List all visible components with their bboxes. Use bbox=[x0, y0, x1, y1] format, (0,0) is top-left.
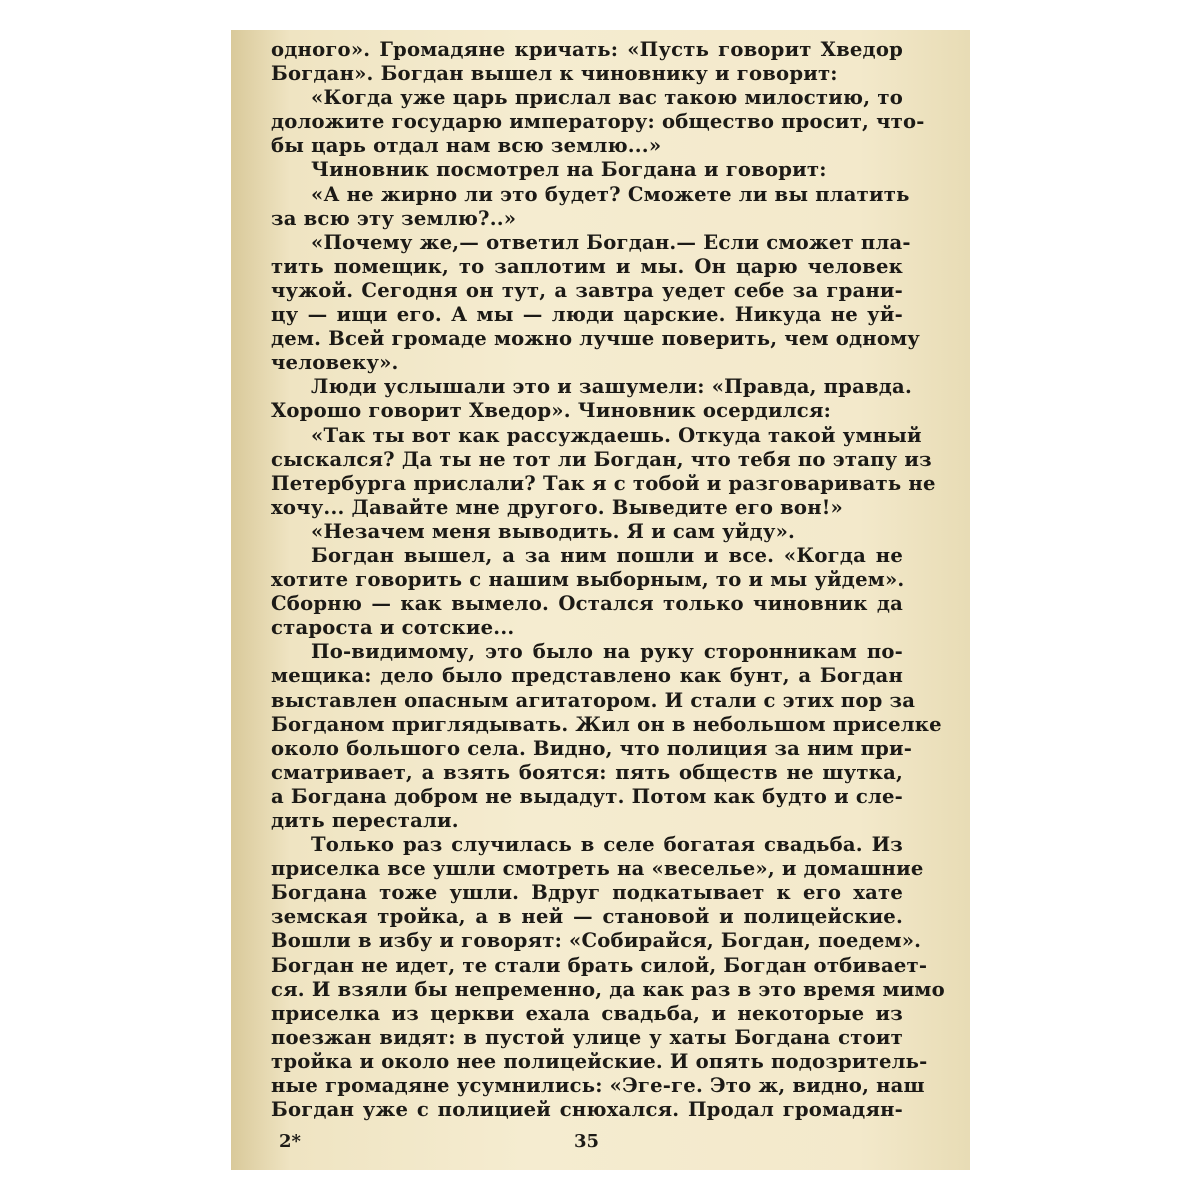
text-line: сыскался? Да ты не тот ли Богдан, что тебя по этапу из bbox=[271, 447, 932, 471]
text-line: дем. Всей громаде можно лучше поверить, чем одному bbox=[271, 327, 921, 351]
text-line: Люди услышали это и зашумели: «Правда, правда. bbox=[311, 375, 912, 399]
text-line: Богданом приглядывать. Жил он в небольшом приселке bbox=[271, 712, 942, 736]
text-line: тройка и около нее полицейские. И опять подозритель- bbox=[271, 1049, 928, 1073]
text-line: бы царь отдал нам всю землю...» bbox=[271, 134, 662, 158]
text-line: приселка все ушли смотреть на «веселье», и домашние bbox=[271, 857, 924, 881]
text-line: поезжан видят: в пустой улице у хаты Богдана стоит bbox=[271, 1025, 903, 1049]
text-line: Хорошо говорит Хведор». Чиновник осердился: bbox=[271, 399, 832, 423]
text-line: Богдан вышел, а за ним пошли и все. «Когда не bbox=[311, 543, 903, 567]
text-line: тить помещик, то заплотим и мы. Он царю человек bbox=[271, 254, 903, 278]
text-line: «Почему же,— ответил Богдан.— Если сможет пла- bbox=[311, 230, 911, 254]
text-line: чужой. Сегодня он тут, а завтра уедет себе за грани- bbox=[271, 278, 903, 302]
text-line: Богдан уже с полицией снюхался. Продал громадян- bbox=[271, 1098, 903, 1122]
text-line: а Богдана добром не выдадут. Потом как будто и сле- bbox=[271, 784, 903, 808]
text-line: доложите государю императору: общество просит, что- bbox=[271, 110, 925, 134]
text-line: за всю эту землю?..» bbox=[271, 206, 517, 230]
page-number: 35 bbox=[574, 1131, 600, 1152]
text-line: человеку». bbox=[271, 351, 399, 375]
text-line: Богдана тоже ушли. Вдруг подкатывает к его хате bbox=[271, 881, 903, 905]
text-line: цу — ищи его. А мы — люди царские. Никуда не уй- bbox=[271, 303, 903, 327]
text-line: ные громадяне усумнились: «Эге-ге. Это ж, видно, наш bbox=[271, 1074, 925, 1098]
text-line: одного». Громадяне кричать: «Пусть говорит Хведор bbox=[271, 38, 903, 61]
text-line: сматривает, а взять боятся: пять обществ не шутка, bbox=[271, 760, 903, 784]
text-line: Богдан». Богдан вышел к чиновнику и говорит: bbox=[271, 62, 838, 86]
text-line: староста и сотские... bbox=[271, 616, 515, 640]
text-line: Только раз случилась в селе богатая свадьба. Из bbox=[311, 833, 903, 857]
text-line: «Незачем меня выводить. Я и сам уйду». bbox=[311, 519, 796, 543]
text-line: земская тройка, а в ней — становой и полицейские. bbox=[271, 905, 903, 929]
text-line: Вошли в избу и говорят: «Собирайся, Богдан, поедем». bbox=[271, 929, 922, 953]
text-line: Чиновник посмотрел на Богдана и говорит: bbox=[311, 158, 827, 182]
text-line: «А не жирно ли это будет? Сможете ли вы платить bbox=[311, 182, 910, 206]
text-line: Петербурга прислали? Так я с тобой и разговаривать не bbox=[271, 471, 936, 495]
text-line: мещика: дело было представлено как бунт, а Богдан bbox=[271, 664, 903, 688]
text-line: дить перестали. bbox=[271, 809, 459, 832]
text-line: «Когда уже царь прислал вас такою милостию, то bbox=[311, 86, 903, 110]
text-line: Богдан не идет, те стали брать силой, Богдан отбивает- bbox=[271, 953, 928, 977]
text-line: «Так ты вот как рассуждаешь. Откуда такой умный bbox=[311, 423, 922, 447]
text-line: ся. И взяли бы непременно, да как раз в это время мимо bbox=[271, 977, 945, 1001]
text-line: хочу... Давайте мне другого. Выведите его вон!» bbox=[271, 495, 843, 519]
text-line: выставлен опасным агитатором. И стали с этих пор за bbox=[271, 688, 916, 712]
body-text bbox=[271, 38, 945, 1122]
text-line: около большого села. Видно, что полиция за ним при- bbox=[271, 736, 913, 760]
text-line: Сборню — как вымело. Остался только чиновник да bbox=[271, 592, 903, 616]
printer-signature: 2* bbox=[279, 1131, 301, 1152]
text-line: По-видимому, это было на руку сторонникам по- bbox=[311, 640, 903, 664]
text-line: приселка из церкви ехала свадьба, и некоторые из bbox=[271, 1001, 903, 1025]
text-line: хотите говорить с нашим выборным, то и мы уйдем». bbox=[271, 568, 905, 592]
